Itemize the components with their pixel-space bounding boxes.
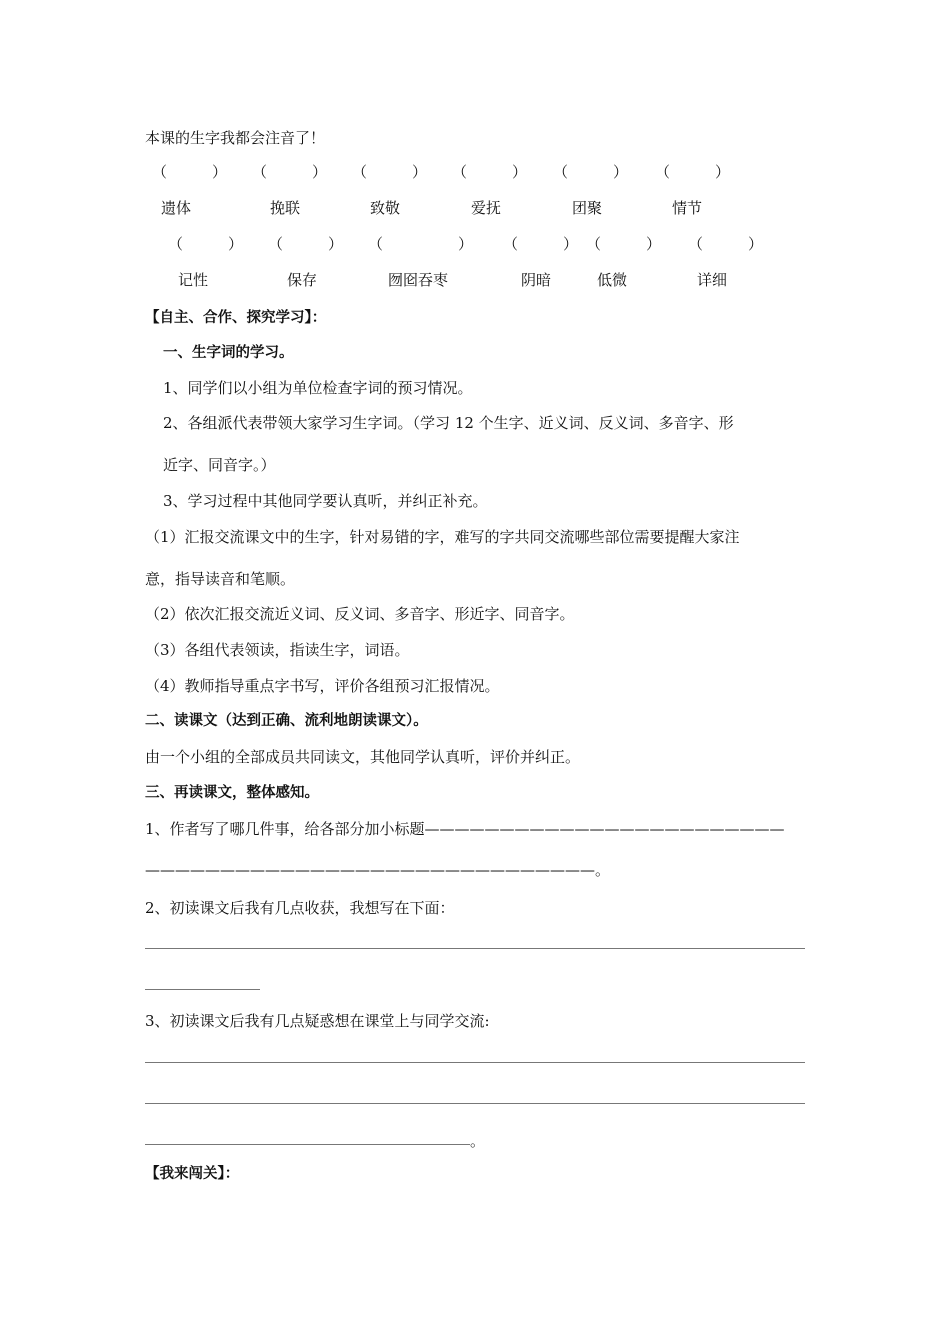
part2-title: 二、读课文（达到正确、流利地朗读课文）。 <box>145 713 428 729</box>
pinyin-blank[interactable]: （ ） <box>655 163 731 181</box>
vocab-word: 挽联 <box>270 199 301 217</box>
part1-title: 一、生字词的学习。 <box>163 345 294 361</box>
pinyin-bracket-row-1 <box>0 162 950 182</box>
pinyin-blank[interactable]: （ ） <box>586 235 662 253</box>
answer-line[interactable] <box>145 1144 470 1145</box>
answer-line[interactable] <box>145 948 805 949</box>
vocab-word: 记性 <box>178 271 209 289</box>
part3-q3: 3、初读课文后我有几点疑惑想在课堂上与同学交流: <box>145 1012 490 1030</box>
pinyin-blank[interactable]: （ ） <box>152 163 228 181</box>
vocab-word: 囫囵吞枣 <box>388 271 449 289</box>
pinyin-blank[interactable]: （ ） <box>688 235 764 253</box>
period: 。 <box>470 1132 486 1150</box>
pinyin-blank[interactable]: （ ） <box>368 235 474 253</box>
pinyin-blank[interactable]: （ ） <box>452 163 528 181</box>
vocab-word: 阴暗 <box>521 271 552 289</box>
part3-q2: 2、初读课文后我有几点收获，我想写在下面： <box>145 899 455 917</box>
section-heading: 【自主、合作、探究学习】： <box>145 310 327 326</box>
word-row-2 <box>0 270 950 290</box>
answer-line[interactable] <box>145 989 260 990</box>
answer-dash-line[interactable]: —————————————————————————————— <box>145 861 595 879</box>
part3-q1-cont <box>145 860 610 880</box>
part3-title: 三、再读课文，整体感知。 <box>145 785 319 801</box>
part1-sub1: （1）汇报交流课文中的生字，针对易错的字，难写的字共同交流哪些部位需要提醒大家注 <box>145 528 740 546</box>
part1-sub2: （2）依次汇报交流近义词、反义词、多音字、形近字、同音字。 <box>145 605 575 623</box>
intro-text: 本课的生字我都会注音了！ <box>145 129 326 147</box>
pinyin-blank[interactable]: （ ） <box>168 235 244 253</box>
vocab-word: 低微 <box>597 271 628 289</box>
pinyin-blank[interactable]: （ ） <box>352 163 428 181</box>
answer-line[interactable] <box>145 1103 805 1104</box>
part1-step2: 2、各组派代表带领大家学习生字词。（学习 12 个生字、近义词、反义词、多音字、形 <box>163 414 734 432</box>
vocab-word: 致敬 <box>370 199 401 217</box>
pinyin-blank[interactable]: （ ） <box>553 163 629 181</box>
pinyin-blank[interactable]: （ ） <box>252 163 328 181</box>
period: 。 <box>595 861 611 879</box>
answer-dash-line[interactable]: ———————————————————————— <box>424 820 785 838</box>
final-heading: 【我来闯关】： <box>145 1166 240 1182</box>
vocab-word: 保存 <box>287 271 318 289</box>
part3-q1 <box>145 819 785 839</box>
word-row-1 <box>0 198 950 218</box>
answer-line[interactable] <box>145 1062 805 1063</box>
part1-step3: 3、学习过程中其他同学要认真听，并纠正补充。 <box>163 492 488 510</box>
part1-sub3: （3）各组代表领读，指读生字，词语。 <box>145 641 410 659</box>
part3-q1-text: 1、作者写了哪几件事，给各部分加小标题 <box>145 820 425 838</box>
pinyin-blank[interactable]: （ ） <box>503 235 579 253</box>
part1-step2-cont: 近字、同音字。） <box>163 456 276 474</box>
vocab-word: 详细 <box>697 271 728 289</box>
part1-sub4: （4）教师指导重点字书写，评价各组预习汇报情况。 <box>145 677 500 695</box>
part2-text: 由一个小组的全部成员共同读文，其他同学认真听，评价并纠正。 <box>145 748 581 766</box>
vocab-word: 情节 <box>672 199 703 217</box>
vocab-word: 团聚 <box>572 199 603 217</box>
vocab-word: 爱抚 <box>471 199 502 217</box>
pinyin-blank[interactable]: （ ） <box>268 235 344 253</box>
part1-step1: 1、同学们以小组为单位检查字词的预习情况。 <box>163 379 473 397</box>
part1-sub1-cont: 意，指导读音和笔顺。 <box>145 570 296 588</box>
pinyin-bracket-row-2 <box>0 234 950 254</box>
vocab-word: 遗体 <box>161 199 192 217</box>
